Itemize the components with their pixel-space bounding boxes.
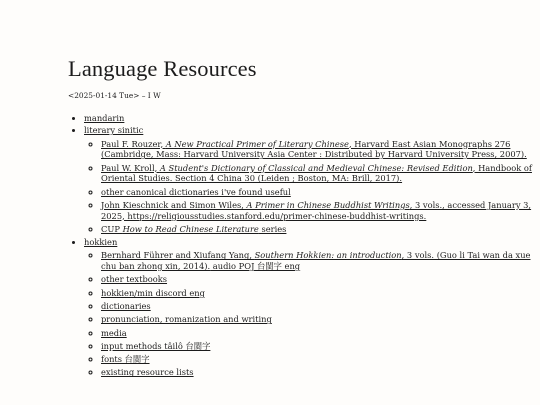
fuhrer-title: Southern Hokkien: an introduction <box>254 250 402 261</box>
rouzer-title: A New Practical Primer of Literary Chinese <box>165 138 349 149</box>
kroll-title: A Student's Dictionary of Classical and Medieval Chinese: Revised Edition <box>159 162 473 173</box>
link-literary-sinitic[interactable]: literary sinitic <box>84 125 144 136</box>
link-pronunciation[interactable]: pronunciation, romanization and writing <box>101 314 272 325</box>
post-meta: <2025-01-14 Tue> – I W <box>68 90 161 100</box>
list-item-rouzer <box>101 139 540 160</box>
link-rouzer[interactable] <box>101 139 527 160</box>
list-item-mandarin <box>84 113 540 124</box>
link-kroll[interactable] <box>101 163 532 184</box>
list-item-other-dictionaries <box>101 187 540 198</box>
list-item-literary-sinitic <box>84 125 540 234</box>
list-item-pronunciation <box>101 314 540 325</box>
list-item-cup-series <box>101 224 540 235</box>
page-title: Language Resources <box>68 56 257 81</box>
list-item-kroll <box>101 163 540 184</box>
link-existing-lists[interactable]: existing resource lists <box>101 367 194 378</box>
link-mandarin[interactable]: mandarin <box>84 112 125 123</box>
list-item-existing-lists <box>101 367 540 378</box>
kroll-details: , Handbook of Oriental Studies. Section 4 China 30 (Leiden ; Boston, MA: Brill, 2017). <box>101 162 532 184</box>
link-media[interactable]: media <box>101 327 127 338</box>
fuhrer-author: Bernhard Führer and Xiufang Yang, <box>101 250 255 261</box>
list-item-kieschnick <box>101 200 540 221</box>
cup-title: How to Read Chinese Literature <box>122 223 259 234</box>
list-item-dictionaries <box>101 301 540 312</box>
list-item-other-textbooks <box>101 274 540 285</box>
kieschnick-title: A Primer in Chinese Buddhist Writings <box>246 199 410 210</box>
rouzer-author: Paul F. Rouzer, <box>101 138 166 149</box>
link-input-methods[interactable]: input methods tâilô 台閩字 <box>101 340 211 351</box>
kieschnick-details: , 3 vols., accessed January 3, 2025, https://religiousstudies.stanford.edu/primer-chinese-buddhist-writings. <box>101 199 532 221</box>
link-other-dictionaries[interactable]: other canonical dictionaries i've found useful <box>101 186 291 197</box>
list-item-fuhrer <box>101 250 540 271</box>
literary-sinitic-sublist <box>84 139 540 235</box>
fuhrer-audio-note[interactable]: audio POJ 台閩字 eng <box>210 261 301 272</box>
cup-prefix: CUP <box>101 223 123 234</box>
kroll-author: Paul W. Kroll, <box>101 162 160 173</box>
fuhrer-details: , 3 vols. (Guo li Tai wan da xue chu ban zhong xin, 2014). <box>101 250 531 272</box>
link-dictionaries[interactable]: dictionaries <box>101 300 151 311</box>
list-item-input-methods <box>101 341 540 352</box>
hokkien-sublist <box>84 250 540 378</box>
cup-suffix: series <box>258 223 287 234</box>
list-item-discord <box>101 288 540 299</box>
link-hokkien[interactable]: hokkien <box>84 237 118 248</box>
link-fuhrer[interactable] <box>101 250 530 271</box>
list-item-fonts <box>101 354 540 365</box>
kieschnick-author: John Kieschnick and Simon Wiles, <box>101 199 247 210</box>
list-item-media <box>101 328 540 339</box>
resource-list <box>68 113 540 379</box>
link-cup-series[interactable] <box>101 224 286 234</box>
link-other-textbooks[interactable]: other textbooks <box>101 274 168 285</box>
link-discord[interactable]: hokkien/min discord eng <box>101 287 205 298</box>
list-item-hokkien <box>84 237 540 378</box>
link-kieschnick[interactable] <box>101 200 531 221</box>
link-fonts[interactable]: fonts 台閩字 <box>101 354 150 365</box>
rouzer-details: , Harvard East Asian Monographs 276 (Cambridge, Mass: Harvard University Asia Center : Distributed by Harvard University Press, 2007). <box>101 138 527 160</box>
